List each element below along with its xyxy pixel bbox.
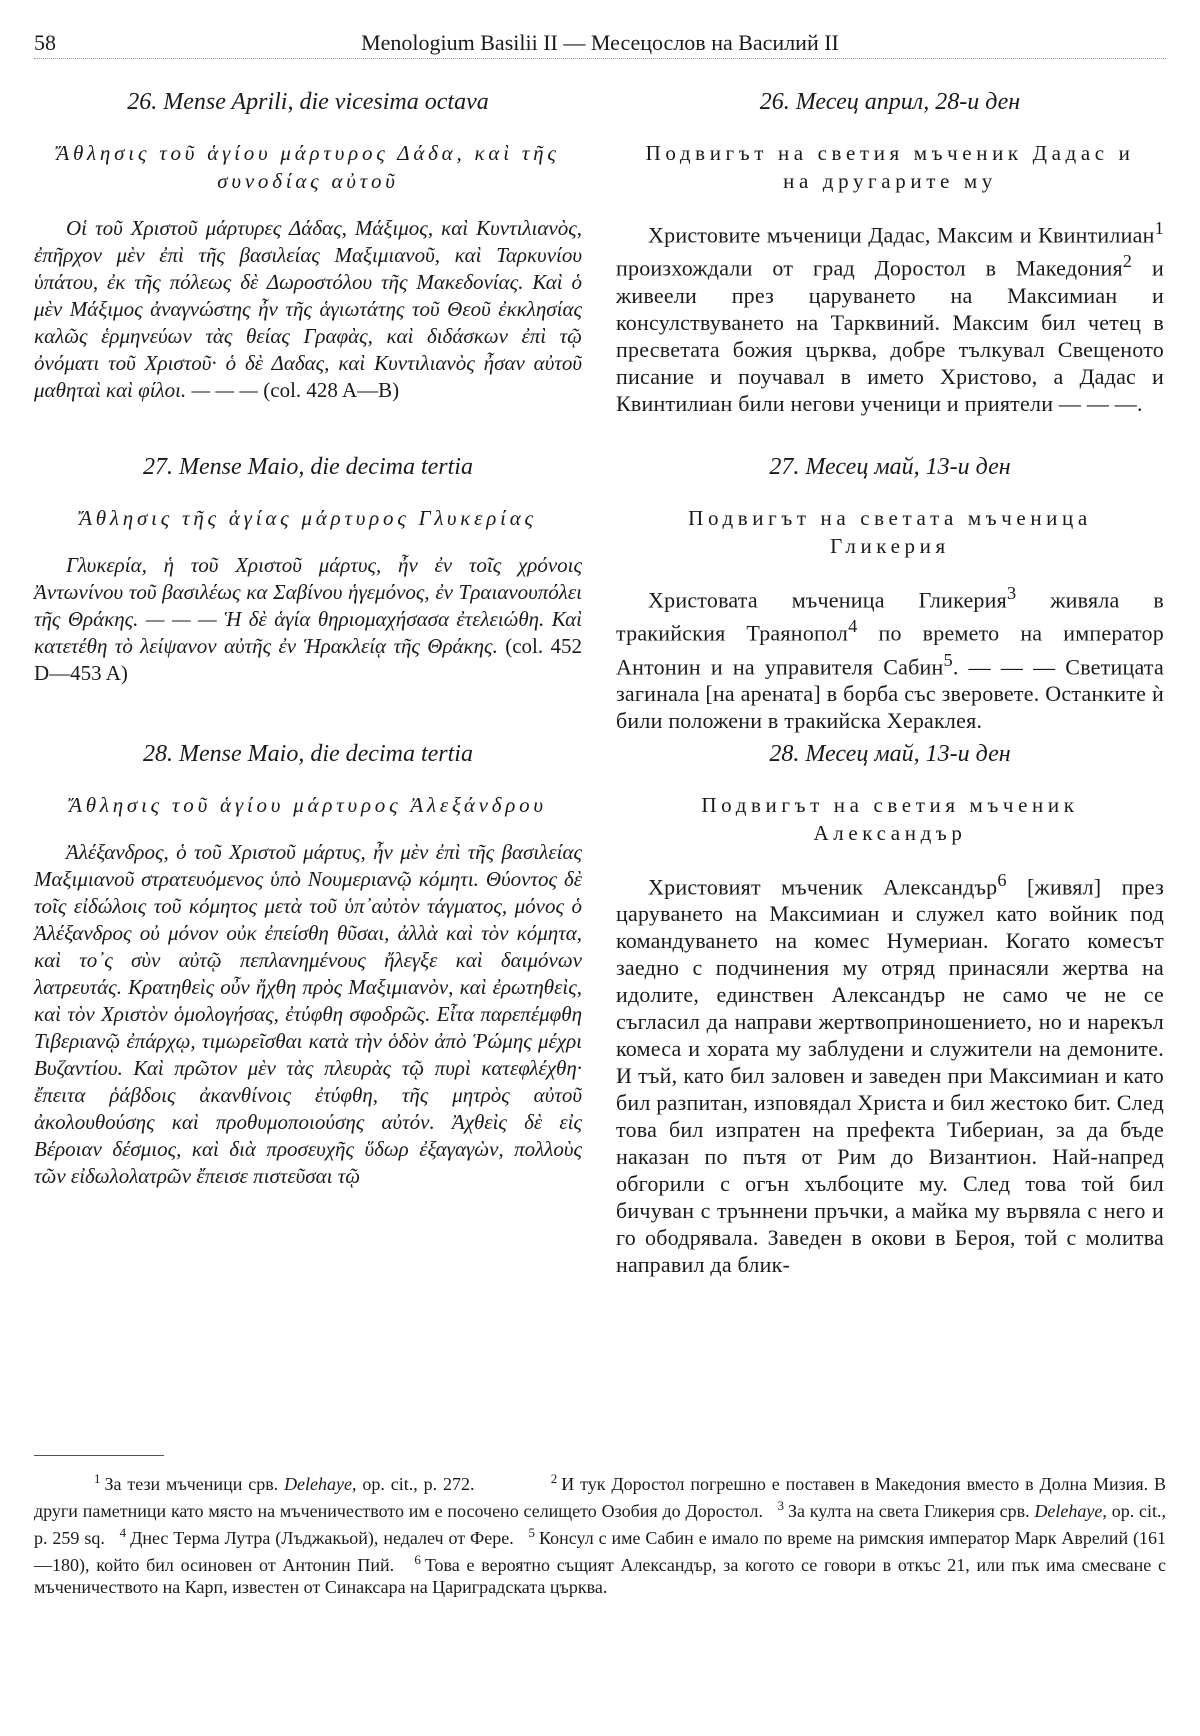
running-head (34, 28, 1166, 59)
entry-title: Ἄθλησις τῆς ἁγίας μάρτυρος Γλυκερίας (79, 506, 537, 530)
entry-title: Ἄθλησις τοῦ ἁγίου μάρτυρος Ἀλεξάνδρου (69, 793, 547, 817)
entry-heading: 26. Месец април, 28-и ден (759, 89, 1021, 115)
bulgarian-entry-28 (616, 739, 1164, 1278)
text-part: Христовата мъченица Гликерия (648, 587, 1007, 613)
running-head-title: Menologium Basilii II — Месецослов на Василий II (361, 30, 839, 55)
footnote-number: 2 (550, 1471, 558, 1486)
footnote-marker[interactable]: 2 (1122, 251, 1133, 272)
footnote-text: , op. cit., p. 259 sq. (34, 1501, 1167, 1548)
footnote-block (34, 1468, 1166, 1598)
footnote-text: И тук Доростол погрешно е поставен в Македония вместо в Долна Мизия. В други паметници като място на мъченичеството им е посочено селището Озобия до Доростол. (34, 1474, 1166, 1521)
bulgarian-entry-26 (616, 87, 1164, 417)
text-part: Христовият мъченик Александър (648, 874, 998, 900)
bulgarian-entry-27 (616, 452, 1164, 734)
column-reference: (col. 428 A—B) (263, 378, 400, 402)
footnote-text: Това е вероятно същият Александър, за когото се говори в откъс 21, или пък има смесване с мъченичеството на Карп, известен от Синаксара на Цариградската църква. (34, 1555, 1167, 1597)
entry-heading: 27. Месец май, 13-и ден (769, 454, 1011, 480)
footnote-text: За култа на света Гликерия срв. (787, 1501, 1035, 1521)
entry-title: Подвигът на светия мъченик Александър (701, 793, 1079, 845)
footnote-number: 6 (414, 1552, 421, 1567)
footnote-text: За тези мъченици срв. (104, 1474, 285, 1494)
text-columns (34, 87, 1166, 1487)
entry-text (34, 215, 582, 404)
greek-entry-27 (34, 452, 582, 687)
entry-title: Подвигът на светия мъченик Дадас и на другарите му (645, 141, 1135, 193)
text-part: [живял] през царуването на Максимиан и служел като войник под командуването на комес Нумериан. Когато комесът заедно с подчинения му отряд принасяли жертва на идолите, единствен Александър не само че не се съгласил да направи жертвоприношението, но и нарекъл комеса и хората му заблудени и служители на демоните. И тъй, като бил заловен и заведен при Максимиан и като бил разпитан, изповядал Христа и бил жестоко бит. След това бил изпратен на префекта Тибериан, за да бъде наказан по пътя от Рим до Византион. Най-напред обгорили с огън хълбоците му. След това той бил бичуван с тръннени пръчки, а майка му вървяла с него и го ободрявала. Заведен в окови в Бероя, той с молитва направил да блик- (616, 874, 1164, 1278)
footnote-text: Днес Терма Лутра (Лъджакьой), недалеч от Фере. (130, 1528, 514, 1548)
text-part: Христовите мъченици Дадас, Максим и Квинтилиан (648, 222, 1155, 248)
entry-heading: 27. Mense Maio, die decima tertia (143, 454, 473, 480)
greek-text: Οἱ τοῦ Χριστοῦ μάρτυρες Δάδας, Μάξιμος, καὶ Κυντιλιανὸς, ἐπῆρχον μὲν ἐπὶ τῆς βασιλείας Μαξιμιανοῦ, καὶ Ταρκυνίου ὑπάτου, ἐκ τῆς πόλεως δὲ Δωροστόλου τῆς Μακεδονίας. Καὶ ὁ μὲν Μάξιμος ἀναγνώστης ἦν τῆς ἁγιωτάτης τοῦ Θεοῦ ἐκκλησίας καλῶς ἑρμηνεύων τὰς θείας Γραφὰς, καὶ διδάσκων ἐπὶ τῷ ὀνόματι τοῦ Χριστοῦ· ὁ δὲ Δαδας, καὶ Κυντιλιανὸς ἦσαν αὐτοῦ μαθηταὶ καὶ φίλοι. — — — (34, 216, 582, 402)
entry-text (34, 552, 582, 687)
footnote-separator (34, 1455, 164, 1456)
text-part: и живеели през царуването на Максимиан и консулствуването на Тарквиний. Максим бил четец в пресветата божия църква, добре тълкувал Свещеното писание и поучавал в името Христово, а Дадас и Квинтилиан били негови ученици и приятели — — —. (616, 255, 1164, 416)
entry-text (616, 215, 1164, 417)
footnote-marker[interactable]: 1 (1154, 218, 1164, 238)
entry-heading: 28. Месец май, 13-и ден (769, 741, 1011, 767)
entry-text (34, 839, 582, 1190)
page-number: 58 (34, 30, 56, 55)
footnote-marker[interactable]: 3 (1006, 583, 1017, 603)
footnote-number: 3 (777, 1498, 784, 1513)
entry-text (616, 867, 1164, 1278)
text-part: живяла в тракийския Траянопол (616, 587, 1164, 646)
entry-heading: 26. Mense Aprili, die vicesima octava (127, 89, 489, 115)
footnote-number: 4 (119, 1525, 127, 1540)
footnote-marker[interactable]: 5 (943, 649, 953, 670)
footnote-marker[interactable]: 4 (848, 616, 858, 637)
entry-text (616, 580, 1164, 734)
greek-entry-28 (34, 739, 582, 1190)
greek-text: Γλυκερία, ἡ τοῦ Χριστοῦ μάρτυς, ἦν ἐν τοῖς χρόνοις Ἀντωνίνου τοῦ βασιλέως κα Σαβίνου ἡγεμόνος, ἐν Τραιανουπόλει τῆς Θράκης. — — — Ἡ δὲ ἁγία θηριομαχήσασα ἐτελειώθη. Καὶ κατετέθη τὸ λείψανον αὐτῆς ἐν Ἡρακλείᾳ τῆς Θράκης. (34, 553, 582, 658)
text-part: по времето на император Антонин и на управителя Сабин (616, 620, 1164, 679)
footnote-marker[interactable]: 6 (997, 870, 1007, 890)
author-name: Delehaye (1034, 1501, 1103, 1521)
footnote-number: 5 (528, 1525, 535, 1540)
author-name: Delehaye (284, 1474, 353, 1494)
text-part: произхождали от град Доростол в Македония (616, 255, 1123, 281)
text-part: . — — — Светицата загинала [на арената] в борба със зверовете. Останките ѝ били положени в тракийска Хераклея. (616, 653, 1164, 733)
footnote-number: 1 (94, 1471, 101, 1486)
entry-heading: 28. Mense Maio, die decima tertia (143, 741, 473, 767)
greek-text: Ἀλέξανδρος, ὁ τοῦ Χριστοῦ μάρτυς, ἦν μὲν ἐπὶ τῆς βασιλείας Μαξιμιανοῦ στρατευόμενος ὑπὸ Νουμεριανῷ κόμητι. Θύοντος δὲ τοῖς εἰδώλοις τοῦ κόμητος μετὰ τοῦ ὑπ᾽αὐτὸν τάγματος, μόνος ὁ Ἀλέξανδρος οὐ μόνον οὐκ ἐπείσθη θῦσαι, ἀλλὰ καὶ τὸν κόμητα, καὶ το᾽ς σὺν αὐτῷ πεπλανημένους ἤλεγξε καὶ δαιμόνων λατρευτάς. Κρατηθεὶς οὖν ἤχθη πρὸς Μαξιμιανὸν, καὶ ἐρωτηθεὶς, καὶ τὸν Χριστὸν ὁμολογήσας, ἐτύφθη σφοδρῶς. Εἶτα παρεπέμφθη Τιβεριανῷ ἐπάρχῳ, τιμωρεῖσθαι κατὰ τὴν ὁδὸν ἀπὸ Ῥώμης μέχρι Βυζαντίου. Καὶ πρῶτον μὲν τὰς πλευρὰς τῷ πυρὶ κατεφλέχθη· ἔπειτα ῥάβδοις ἀκανθίνοις ἐτύφθη, τῆς μητρὸς αὐτοῦ ἀκολουθούσης καὶ προθυμοποιούσης αὐτόν. Ἀχθεὶς δὲ εἰς Βέροιαν δέσμιος, καὶ διὰ προσευχῆς ὕδωρ ἐξαγαγὼν, πολλοὺς τῶν εἰδωλολατρῶν ἔπεισε πιστεῦσαι τῷ (34, 840, 582, 1188)
footnote-text: , op. cit., p. 272. (352, 1474, 475, 1494)
column-reference: (col. 452 D—453 A) (34, 634, 582, 685)
entry-title: Ἄθλησις τοῦ ἁγίου μάρτυρος Δάδα, καὶ τῆς συνοδίας αὐτοῦ (56, 141, 560, 193)
footnote-text: Консул с име Сабин е имало по време на римския император Марк Аврелий (161—180), който бил осиновен от Антонин Пий. (34, 1528, 1166, 1575)
entry-title: Подвигът на светата мъченица Гликерия (688, 506, 1092, 558)
greek-entry-26 (34, 87, 582, 404)
footnotes (34, 1468, 1166, 1598)
